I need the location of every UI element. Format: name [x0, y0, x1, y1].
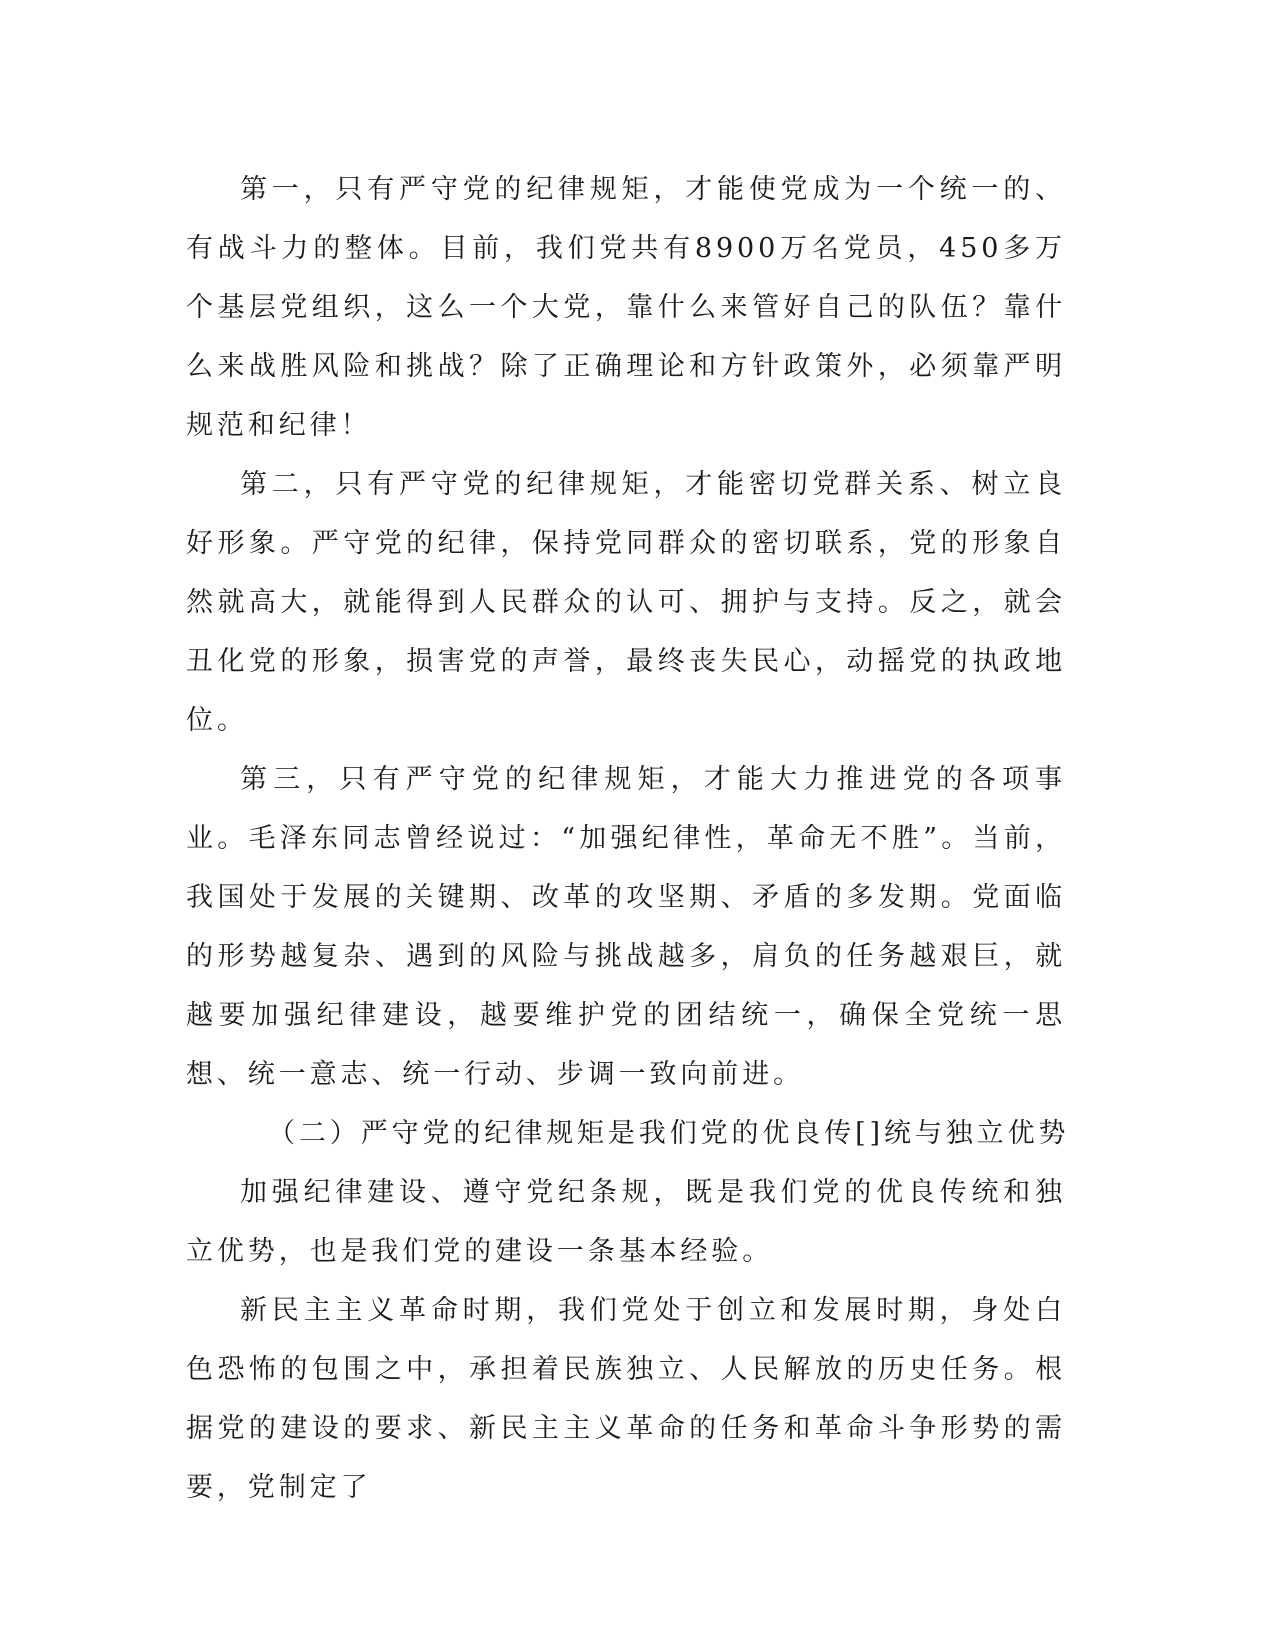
section-heading: （二）严守党的纪律规矩是我们党的优良传[]统与独立优势	[268, 1118, 1070, 1149]
paragraph-discipline-tradition: 加强纪律建设、遵守党纪条规，既是我们党的优良传统和独立优势，也是我们党的建设一条基本经验。	[186, 1177, 1066, 1267]
document-body	[186, 160, 1070, 1517]
paragraph-third: 第三，只有严守党的纪律规矩，才能大力推进党的各项事业。毛泽东同志曾经说过：“加强纪律性，革命无不胜”。当前，我国处于发展的关键期、改革的攻坚期、矛盾的多发期。党面临的形势越复杂、遇到的风险与挑战越多，肩负的任务越艰巨，就越要加强纪律建设，越要维护党的团结统一，确保全党统一思想、统一意志、统一行动、步调一致向前进。	[186, 764, 1066, 1090]
paragraph-second: 第二，只有严守党的纪律规矩，才能密切党群关系、树立良好形象。严守党的纪律，保持党同群众的密切联系，党的形象自然就高大，就能得到人民群众的认可、拥护与支持。反之，就会丑化党的形象，损害党的声誉，最终丧失民心，动摇党的执政地位。	[186, 469, 1066, 736]
paragraph-new-democratic-revolution: 新民主主义革命时期，我们党处于创立和发展时期，身处白色恐怖的包围之中，承担着民族独立、人民解放的历史任务。根据党的建设的要求、新民主主义革命的任务和革命斗争形势的需要，党制定了	[186, 1295, 1066, 1503]
paragraph-first: 第一，只有严守党的纪律规矩，才能使党成为一个统一的、有战斗力的整体。目前，我们党共有8900万名党员，450多万个基层党组织，这么一个大党，靠什么来管好自己的队伍？靠什么来战胜风险和挑战？除了正确理论和方针政策外，必须靠严明规范和纪律！	[186, 174, 1066, 441]
